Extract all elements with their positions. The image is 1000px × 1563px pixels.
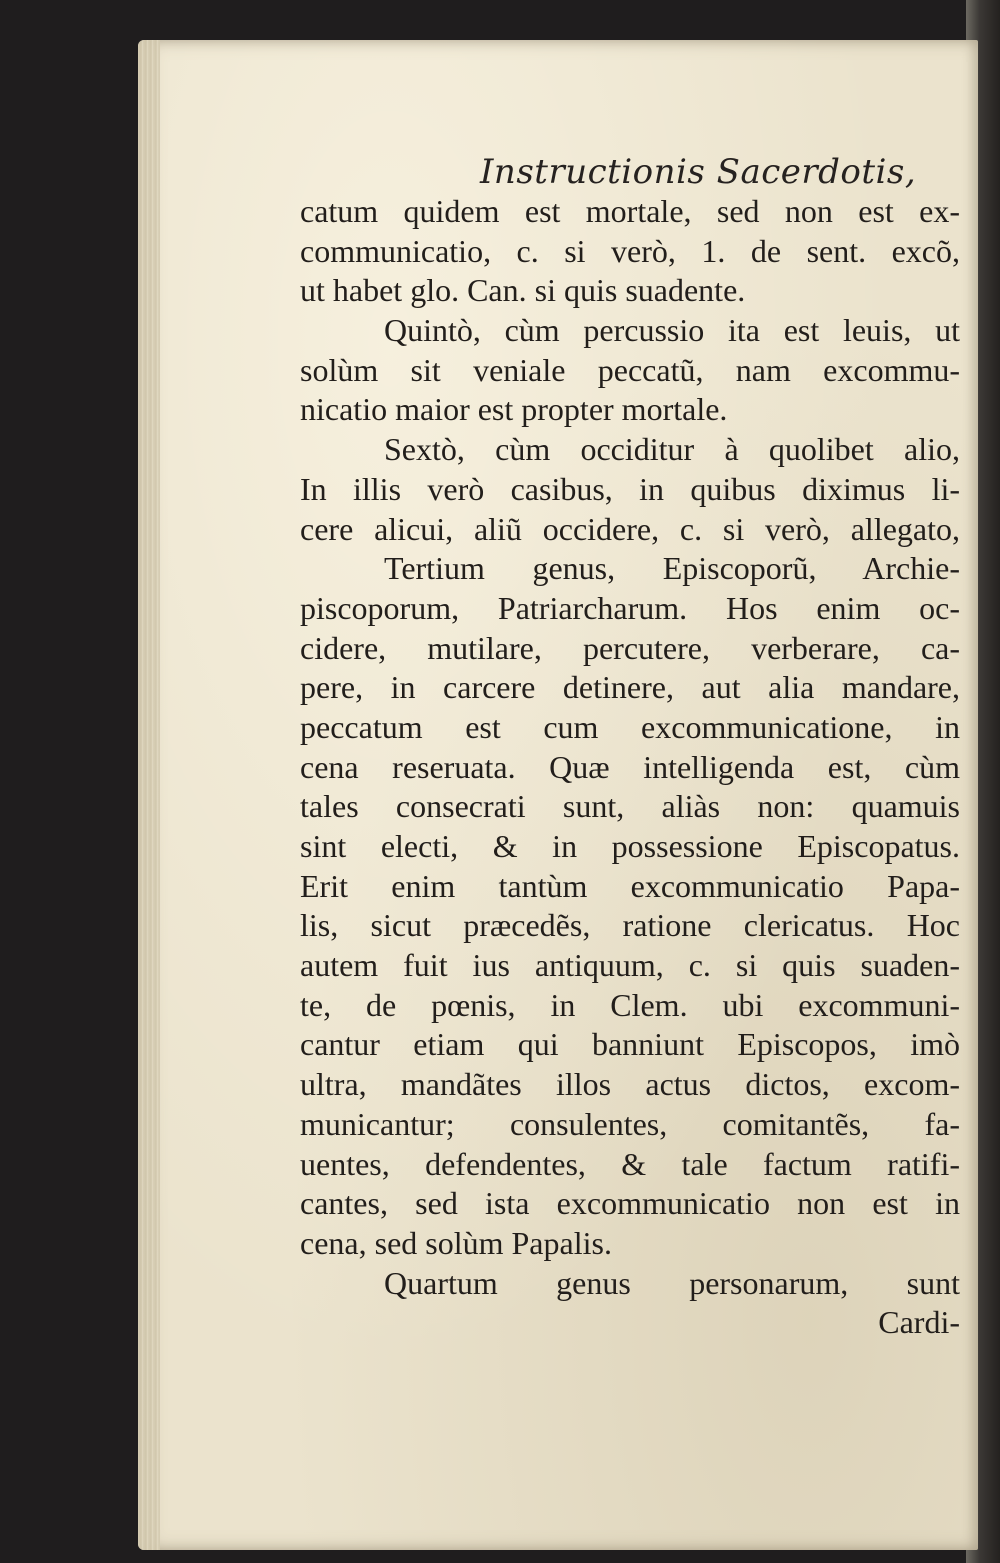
text-line: cidere, mutilare, percutere, verberare, ca- bbox=[300, 629, 960, 666]
text-line: Erit enim tantùm excommunicatio Papa- bbox=[300, 867, 960, 904]
text-line: solùm sit veniale peccatũ, nam excommu- bbox=[300, 351, 960, 388]
running-head: Instructionis Sacerdotis, bbox=[480, 152, 917, 192]
text-line: ut habet glo. Can. si quis suadente. bbox=[300, 272, 746, 309]
text-line: piscoporum, Patriarcharum. Hos enim oc- bbox=[300, 589, 960, 626]
text-line: Sextò, cùm occiditur à quolibet alio, bbox=[384, 431, 960, 468]
text-line: cantur etiam qui banniunt Episcopos, imò bbox=[300, 1026, 960, 1063]
body-text bbox=[300, 192, 960, 1343]
text-line: Quartum genus personarum, sunt bbox=[384, 1264, 960, 1301]
text-line: communicatio, c. si verò, 1. de sent. excõ, bbox=[300, 232, 960, 269]
text-line: cere alicui, aliũ occidere, c. si verò, allegato, bbox=[300, 510, 960, 547]
text-line: uentes, defendentes, & tale factum ratifi- bbox=[300, 1145, 960, 1182]
text-line: ultra, mandãtes illos actus dictos, excom- bbox=[300, 1066, 960, 1103]
text-line: sint electi, & in possessione Episcopatus. bbox=[300, 828, 960, 864]
text-line: cena, sed solùm Papalis. bbox=[300, 1224, 612, 1261]
text-line: Tertium genus, Episcoporũ, Archie- bbox=[384, 550, 960, 587]
text-line: tales consecrati sunt, aliàs non: quamuis bbox=[300, 788, 960, 825]
text-line: cantes, sed ista excommunicatio non est in bbox=[300, 1185, 960, 1222]
text-line: pere, in carcere detinere, aut alia mandare, bbox=[300, 669, 960, 706]
text-line: municantur; consulentes, comitantẽs, fa- bbox=[300, 1105, 960, 1142]
text-line: peccatum est cum excommunicatione, in bbox=[300, 708, 960, 745]
text-line: nicatio maior est propter mortale. bbox=[300, 391, 728, 428]
text-line: autem fuit ius antiquum, c. si quis suaden- bbox=[300, 947, 960, 984]
text-line: cena reseruata. Quæ intelligenda est, cùm bbox=[300, 748, 960, 785]
catchword: Cardi- bbox=[878, 1304, 960, 1341]
text-line: In illis verò casibus, in quibus diximus li- bbox=[300, 470, 960, 507]
page-edge-stack bbox=[138, 40, 160, 1550]
text-line: lis, sicut præcedẽs, ratione clericatus. Hoc bbox=[300, 907, 960, 944]
text-line: Quintò, cùm percussio ita est leuis, ut bbox=[384, 312, 960, 349]
text-line: catum quidem est mortale, sed non est ex- bbox=[300, 193, 960, 229]
text-line: te, de pœnis, in Clem. ubi excommuni- bbox=[300, 986, 960, 1023]
